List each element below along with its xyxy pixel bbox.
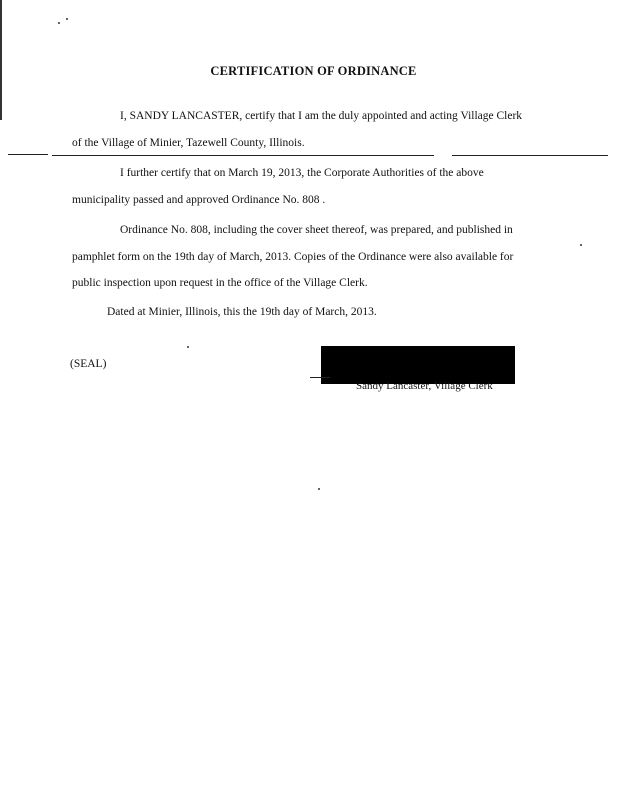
- scan-speck: [58, 22, 60, 24]
- signatory-name: Sandy Lancaster, Village Clerk: [356, 380, 493, 392]
- further-certify-line-2: municipality passed and approved Ordinance No. 808 .: [72, 194, 326, 206]
- seal-label: (SEAL): [70, 358, 107, 370]
- scan-speck: [187, 346, 189, 348]
- horizontal-rule: [8, 154, 48, 155]
- scan-speck: [318, 488, 320, 490]
- further-certify-line-1: I further certify that on March 19, 2013, the Corporate Authorities of the above: [120, 167, 484, 179]
- scan-speck: [66, 18, 68, 20]
- scan-edge-line: [0, 0, 2, 120]
- ordinance-line-2: pamphlet form on the 19th day of March, 2013. Copies of the Ordinance were also available for: [72, 251, 514, 263]
- horizontal-rule: [452, 155, 608, 156]
- signature-stroke: [310, 377, 330, 378]
- dated-line: Dated at Minier, Illinois, this the 19th day of March, 2013.: [107, 306, 377, 318]
- certify-line-1: I, SANDY LANCASTER, certify that I am the duly appointed and acting Village Clerk: [120, 110, 523, 122]
- ordinance-line-1: Ordinance No. 808, including the cover sheet thereof, was prepared, and published in: [120, 224, 513, 236]
- horizontal-rule: [52, 155, 434, 156]
- ordinance-line-3: public inspection upon request in the office of the Village Clerk.: [72, 277, 368, 289]
- certify-line-2: of the Village of Minier, Tazewell County, Illinois.: [72, 137, 305, 149]
- scan-speck: [580, 244, 582, 246]
- redacted-signature: [321, 346, 515, 384]
- document-title: CERTIFICATION OF ORDINANCE: [210, 64, 417, 78]
